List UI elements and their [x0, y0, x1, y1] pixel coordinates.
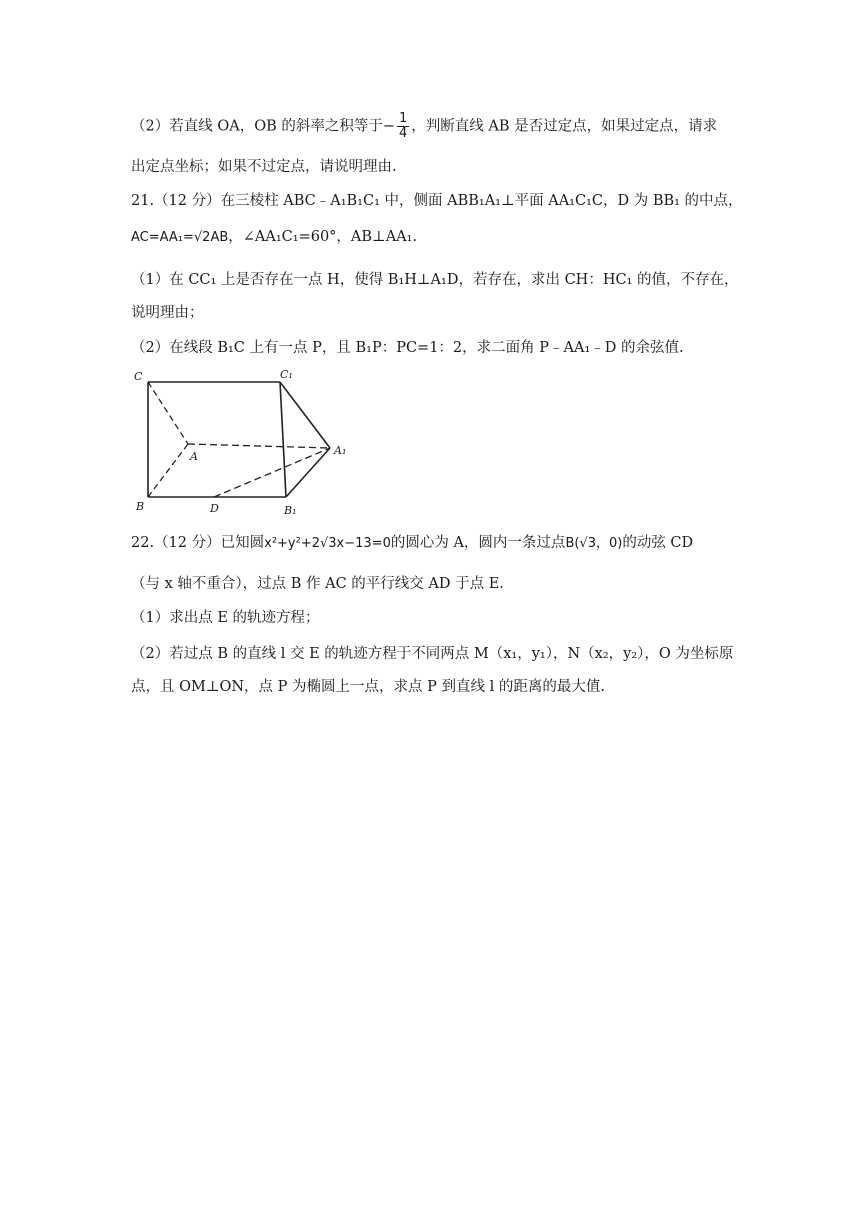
q22-line1	[131, 533, 693, 554]
q22-line2: （与 x 轴不重合），过点 B 作 AC 的平行线交 AD 于点 E.	[131, 576, 504, 592]
label-a1: A₁	[334, 444, 347, 457]
edge-c-a-dashed	[148, 382, 188, 444]
q22-part2-line2: 点，且 OM⊥ON，点 P 为椭圆上一点，求点 P 到直线 l 的距离的最大值.	[131, 679, 605, 695]
edge-d-a1-dashed	[214, 448, 330, 497]
q22-text-a: 22.（12 分）已知圆	[131, 535, 265, 551]
fraction	[397, 112, 409, 141]
label-b1: B₁	[284, 504, 297, 517]
fraction-sign: −	[382, 118, 396, 135]
edge-b-a-dashed	[148, 444, 188, 497]
q20-part2-text-a: （2）若直线 OA，OB 的斜率之积等于	[131, 118, 383, 135]
q21-part2-line1: （2）在线段 B₁C 上有一点 P，且 B₁P：PC=1：2，求二面角 P﹣AA₁﹣D 的余弦值.	[131, 340, 684, 356]
edge-c1-a1	[280, 382, 330, 448]
fraction-denominator: 4	[399, 126, 408, 141]
edge-b1-a1	[286, 448, 330, 497]
q20-part2-text-b: ，判断直线 AB 是否过定点，如果过定点，请求	[411, 118, 718, 135]
q21-condition-math: AC=AA₁=√2AB	[131, 230, 229, 245]
edge-a-a1-dashed	[188, 444, 330, 448]
q22-text-c: 的动弦 CD	[622, 535, 694, 551]
q20-part2-line1	[131, 112, 717, 141]
q21-condition-rest: ，∠AA₁C₁=60°，AB⊥AA₁.	[228, 229, 418, 245]
label-c1: C₁	[280, 368, 293, 381]
prism-figure	[126, 364, 366, 520]
label-b: B	[136, 500, 145, 513]
q22-text-b: 的圆心为 A，圆内一条过点	[390, 535, 566, 551]
q21-part1-line1: （1）在 CC₁ 上是否存在一点 H，使得 B₁H⊥A₁D，若存在，求出 CH：HC₁ 的值，不存在，	[131, 272, 739, 288]
q22-part1: （1）求出点 E 的轨迹方程；	[131, 610, 320, 626]
label-c: C	[134, 370, 143, 383]
q20-part2-line2: 出定点坐标；如果不过定点，请说明理由.	[131, 159, 397, 175]
point-b: B(√3，0)	[565, 536, 623, 551]
edge-c1-b1	[280, 382, 286, 497]
q21-part1-line2: 说明理由；	[131, 305, 204, 321]
label-d: D	[210, 502, 219, 515]
label-a: A	[190, 450, 198, 463]
q21-line2	[131, 227, 417, 248]
fraction-numerator: 1	[399, 111, 408, 126]
q22-part2-line1: （2）若过点 B 的直线 l 交 E 的轨迹方程于不同两点 M（x₁，y₁），N（x₂，y₂），O 为坐标原	[131, 646, 734, 662]
circle-equation: x²+y²+2√3x−13=0	[264, 536, 391, 551]
q21-line1: 21.（12 分）在三棱柱 ABC﹣A₁B₁C₁ 中，侧面 ABB₁A₁⊥平面 AA₁C₁C，D 为 BB₁ 的中点，	[131, 193, 743, 209]
